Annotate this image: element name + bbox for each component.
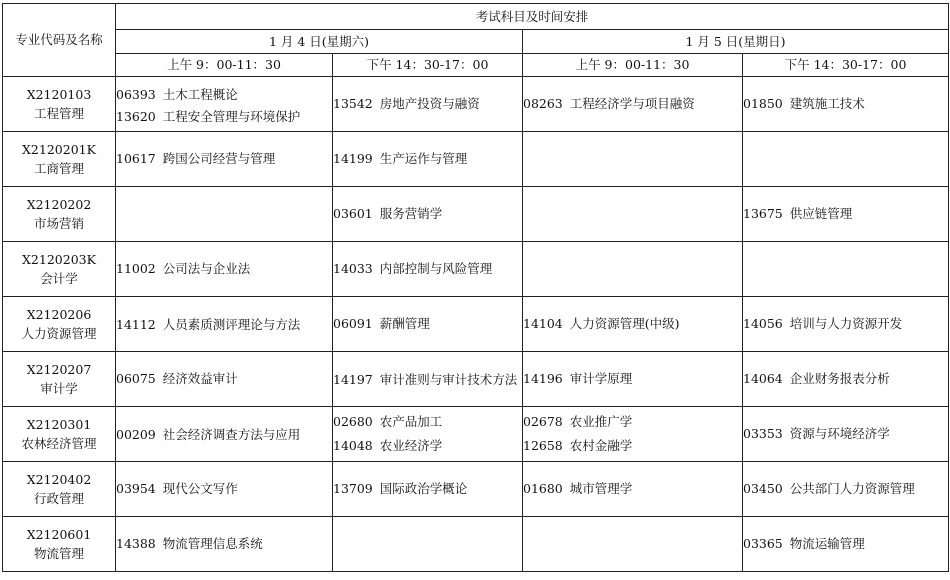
major-cell	[3, 77, 116, 132]
major-code: X2120201K	[22, 142, 96, 157]
exam-slot-cell	[743, 77, 949, 132]
exam-slot-cell	[333, 77, 523, 132]
schedule-body	[3, 77, 949, 572]
major-cell	[3, 517, 116, 572]
course-entry	[743, 532, 948, 556]
exam-slot-cell	[116, 297, 333, 352]
course-name: 服务营销学	[379, 206, 443, 221]
course-name: 企业财务报表分析	[789, 371, 890, 386]
exam-slot-cell	[116, 77, 333, 132]
exam-slot-cell	[333, 352, 523, 407]
course-name: 供应链管理	[789, 206, 853, 221]
course-entry	[523, 434, 742, 458]
course-code: 13620	[116, 108, 156, 124]
course-code: 00209	[116, 426, 156, 442]
major-cell	[3, 297, 116, 352]
course-name: 培训与人力资源开发	[789, 316, 903, 331]
course-entry	[116, 315, 332, 334]
course-code: 03450	[743, 481, 783, 496]
exam-slot-cell	[116, 517, 333, 572]
slot-header-jan4-afternoon: 下午 14：30-17：00	[333, 54, 523, 77]
course-code: 01850	[743, 96, 783, 111]
exam-slot-cell	[333, 242, 523, 297]
major-cell	[3, 242, 116, 297]
exam-slot-cell	[523, 462, 743, 517]
table-row	[3, 242, 949, 297]
major-code: X2120601	[26, 527, 92, 542]
course-entry	[116, 83, 332, 107]
course-code: 14112	[116, 316, 156, 332]
exam-slot-cell	[116, 462, 333, 517]
exam-schedule	[2, 3, 949, 572]
course-entry	[116, 257, 332, 281]
course-code: 14388	[116, 536, 156, 551]
exam-slot-cell	[523, 242, 743, 297]
course-name: 土木工程概论	[162, 86, 238, 102]
course-code: 14056	[743, 316, 783, 331]
course-code: 11002	[116, 261, 156, 276]
course-code: 06393	[116, 86, 156, 102]
course-code: 08263	[523, 96, 563, 111]
course-code: 14196	[523, 371, 563, 386]
major-name: 工商管理	[33, 161, 84, 176]
course-name: 国际政治学概论	[379, 481, 468, 496]
course-name: 内部控制与风险管理	[379, 261, 493, 276]
exam-slot-cell	[743, 297, 949, 352]
major-name: 物流管理	[33, 546, 84, 561]
course-name: 物流管理信息系统	[162, 536, 263, 551]
major-name: 审计学	[40, 381, 78, 396]
exam-slot-cell	[523, 297, 743, 352]
exam-slot-cell	[743, 132, 949, 187]
course-entry	[333, 312, 522, 336]
major-code: X2120103	[26, 87, 92, 102]
exam-slot-cell	[333, 297, 523, 352]
course-code: 10617	[116, 151, 156, 166]
course-code: 03365	[743, 536, 783, 551]
course-entry	[743, 92, 948, 116]
course-entry	[116, 425, 332, 444]
course-code: 01680	[523, 481, 563, 496]
major-column-header: 专业代码及名称	[3, 4, 116, 77]
course-code: 14033	[333, 261, 373, 276]
course-name: 审计学原理	[569, 371, 633, 386]
course-name: 经济效益审计	[162, 371, 238, 386]
exam-slot-cell	[743, 462, 949, 517]
schedule-title-header: 考试科目及时间安排	[116, 4, 949, 30]
course-entry	[116, 147, 332, 171]
table-row	[3, 77, 949, 132]
course-code: 14048	[333, 438, 373, 453]
course-code: 02678	[523, 414, 563, 429]
course-name: 农产品加工	[379, 414, 443, 429]
exam-slot-cell	[523, 352, 743, 407]
course-entry	[116, 367, 332, 391]
course-name: 公司法与企业法	[162, 261, 251, 276]
day-header-jan5: 1 月 5 日(星期日)	[523, 30, 949, 54]
exam-slot-cell	[743, 352, 949, 407]
slot-header-jan4-morning: 上午 9：00-11：30	[116, 54, 333, 77]
course-name: 跨国公司经营与管理	[162, 151, 276, 166]
course-entry	[333, 434, 522, 458]
major-code: X2120301	[26, 417, 92, 432]
table-row	[3, 462, 949, 517]
course-code: 02680	[333, 414, 373, 429]
course-entry	[743, 422, 948, 446]
course-entry	[523, 410, 742, 434]
course-name: 物流运输管理	[789, 536, 865, 551]
course-entry	[743, 367, 948, 391]
table-row	[3, 407, 949, 462]
exam-slot-cell	[523, 517, 743, 572]
course-entry	[523, 92, 742, 116]
course-name: 人力资源管理(中级)	[569, 316, 680, 331]
exam-slot-cell	[116, 242, 333, 297]
exam-slot-cell	[743, 517, 949, 572]
major-cell	[3, 132, 116, 187]
course-name: 人员素质测评理论与方法	[162, 316, 301, 332]
course-name: 现代公文写作	[162, 481, 238, 496]
course-name: 房地产投资与融资	[379, 96, 480, 111]
major-name: 市场营销	[33, 216, 84, 231]
table-row	[3, 132, 949, 187]
course-code: 06091	[333, 316, 373, 331]
course-entry	[523, 367, 742, 391]
course-name: 建筑施工技术	[789, 96, 865, 111]
course-code: 03353	[743, 426, 783, 441]
course-entry	[333, 202, 522, 226]
exam-slot-cell	[116, 132, 333, 187]
course-code: 12658	[523, 438, 563, 453]
course-code: 13675	[743, 206, 783, 221]
slot-header-jan5-afternoon: 下午 14：30-17：00	[743, 54, 949, 77]
major-cell	[3, 352, 116, 407]
major-name: 人力资源管理	[21, 326, 97, 341]
exam-slot-cell	[333, 407, 523, 462]
exam-slot-cell	[116, 352, 333, 407]
course-entry	[116, 477, 332, 501]
course-name: 农业经济学	[379, 438, 443, 453]
major-name: 会计学	[40, 271, 78, 286]
exam-slot-cell	[523, 77, 743, 132]
course-code: 14064	[743, 371, 783, 386]
course-code: 14104	[523, 316, 563, 331]
course-name: 薪酬管理	[379, 316, 430, 331]
course-code: 13542	[333, 96, 373, 111]
course-code: 14197	[333, 371, 373, 387]
major-code: X2120206	[26, 307, 92, 322]
course-name: 农业推广学	[569, 414, 633, 429]
exam-schedule-table	[2, 3, 949, 572]
exam-slot-cell	[333, 462, 523, 517]
course-entry	[116, 107, 332, 126]
course-name: 公共部门人力资源管理	[789, 481, 915, 496]
table-row	[3, 187, 949, 242]
course-entry	[743, 202, 948, 226]
course-name: 生产运作与管理	[379, 151, 468, 166]
course-entry	[333, 257, 522, 281]
course-name: 工程经济学与项目融资	[569, 96, 695, 111]
course-entry	[333, 370, 522, 389]
exam-slot-cell	[523, 187, 743, 242]
major-name: 工程管理	[33, 106, 84, 121]
exam-slot-cell	[743, 187, 949, 242]
exam-slot-cell	[743, 407, 949, 462]
course-entry	[333, 410, 522, 434]
major-code: X2120402	[26, 472, 92, 487]
course-name: 工程安全管理与环境保护	[162, 108, 301, 124]
table-row	[3, 352, 949, 407]
course-entry	[743, 477, 948, 501]
table-row	[3, 517, 949, 572]
major-name: 行政管理	[33, 491, 84, 506]
day-header-jan4: 1 月 4 日(星期六)	[116, 30, 523, 54]
major-code: X2120202	[26, 197, 92, 212]
exam-slot-cell	[333, 187, 523, 242]
course-entry	[333, 477, 522, 501]
course-entry	[116, 532, 332, 556]
exam-slot-cell	[333, 517, 523, 572]
table-row	[3, 297, 949, 352]
major-name: 农林经济管理	[21, 436, 97, 451]
course-name: 社会经济调查方法与应用	[162, 426, 301, 442]
course-code: 14199	[333, 151, 373, 166]
course-entry	[523, 312, 742, 336]
exam-slot-cell	[523, 132, 743, 187]
major-cell	[3, 187, 116, 242]
major-cell	[3, 462, 116, 517]
course-code: 03954	[116, 481, 156, 496]
exam-slot-cell	[333, 132, 523, 187]
exam-slot-cell	[523, 407, 743, 462]
slot-header-jan5-morning: 上午 9：00-11：30	[523, 54, 743, 77]
course-name: 农村金融学	[569, 438, 633, 453]
course-name: 审计准则与审计技术方法	[379, 371, 518, 387]
course-entry	[333, 147, 522, 171]
course-name: 资源与环境经济学	[789, 426, 890, 441]
major-code: X2120203K	[22, 252, 96, 267]
course-entry	[333, 92, 522, 116]
major-code: X2120207	[26, 362, 92, 377]
course-entry	[743, 312, 948, 336]
exam-slot-cell	[116, 187, 333, 242]
major-cell	[3, 407, 116, 462]
course-name: 城市管理学	[569, 481, 633, 496]
exam-slot-cell	[743, 242, 949, 297]
course-entry	[523, 477, 742, 501]
course-code: 06075	[116, 371, 156, 386]
course-code: 13709	[333, 481, 373, 496]
exam-slot-cell	[116, 407, 333, 462]
course-code: 03601	[333, 206, 373, 221]
